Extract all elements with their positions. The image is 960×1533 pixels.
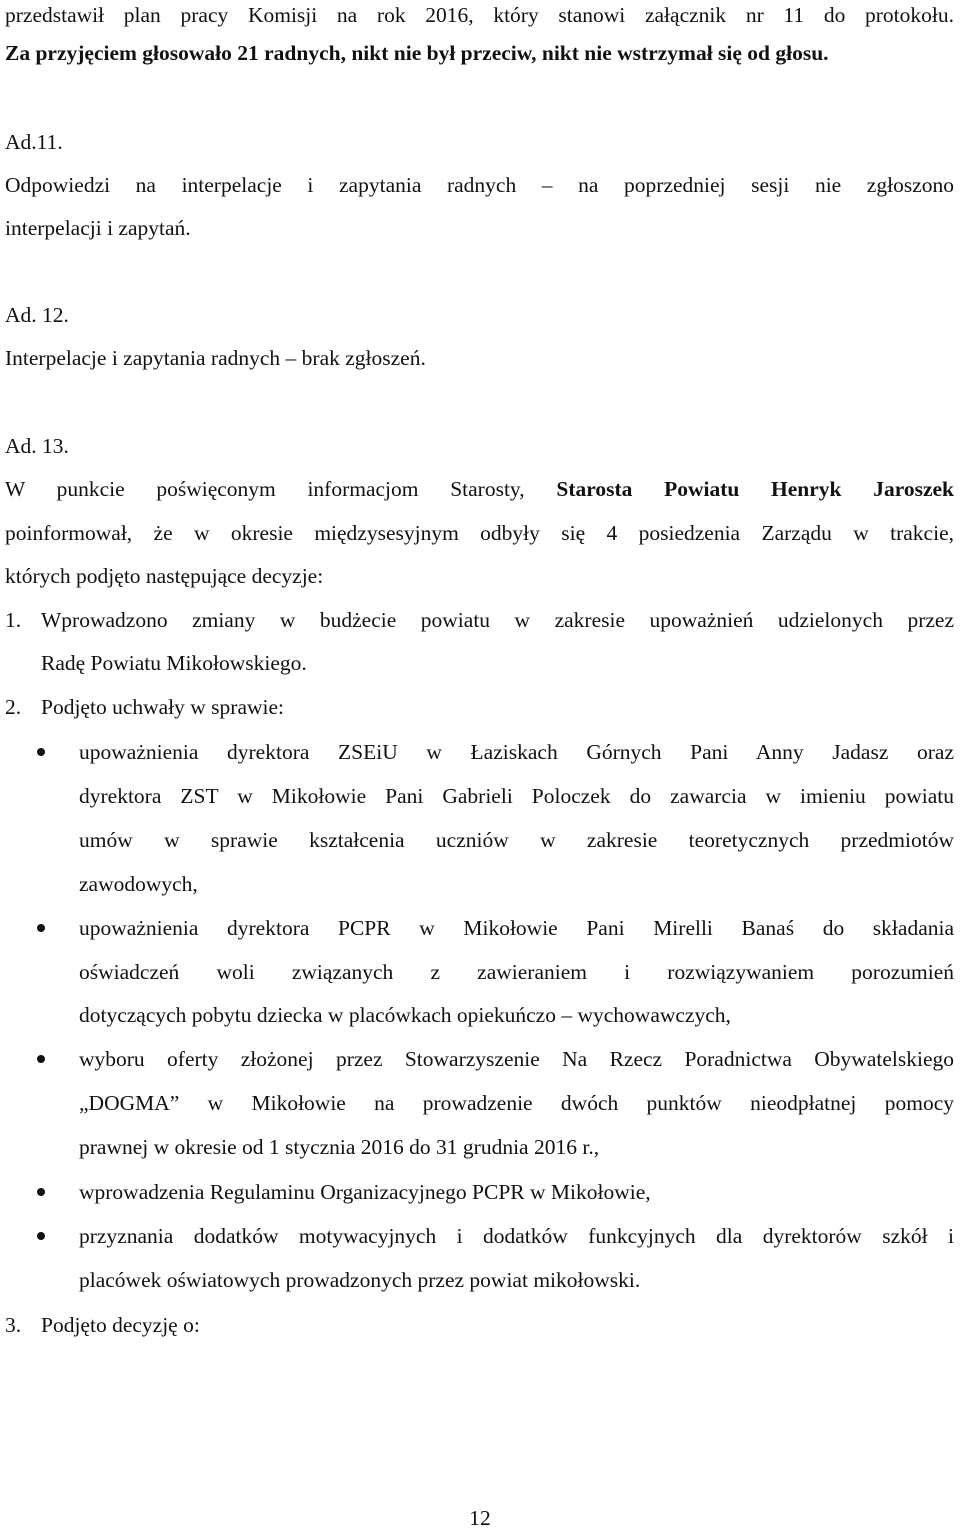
ad-13-intro-text: W punkcie poświęconym informacjom Starosty, — [5, 477, 525, 501]
bullet-3-line-2: „DOGMA” w Mikołowie na prowadzenie dwóch punktów nieodpłatnej pomocy — [79, 1091, 954, 1115]
ad-13-line-1 — [5, 474, 954, 504]
bullet-1-line-1: upoważnienia dyrektora ZSEiU w Łaziskach Górnych Pani Anny Jadasz oraz — [79, 740, 954, 764]
section-heading-ad-11: Ad.11. — [5, 130, 63, 154]
bullet-3-line-3: prawnej w okresie od 1 stycznia 2016 do 31 grudnia 2016 r., — [79, 1135, 600, 1159]
bullet-1-line-4: zawodowych, — [79, 872, 198, 896]
bullet-icon — [37, 748, 45, 756]
ad-11-line-2: interpelacji i zapytań. — [5, 216, 191, 240]
section-heading-ad-13: Ad. 13. — [5, 434, 69, 458]
item-1-line-1: Wprowadzono zmiany w budżecie powiatu w zakresie upoważnień udzielonych przez — [41, 608, 954, 632]
bullet-1-line-3: umów w sprawie kształcenia uczniów w zakresie teoretycznych przedmiotów — [79, 828, 954, 852]
bullet-5-line-2: placówek oświatowych prowadzonych przez powiat mikołowski. — [79, 1268, 641, 1292]
starosta-name: Starosta Powiatu Henryk Jaroszek — [556, 477, 955, 501]
ad-12-line-1: Interpelacje i zapytania radnych – brak zgłoszeń. — [5, 346, 426, 370]
item-2-number: 2. — [5, 695, 22, 719]
ad-11-line-1: Odpowiedzi na interpelacje i zapytania radnych – na poprzedniej sesji nie zgłoszono — [5, 173, 954, 197]
bullet-1-line-2: dyrektora ZST w Mikołowie Pani Gabrieli Poloczek do zawarcia w imieniu powiatu — [79, 784, 954, 808]
bullet-icon — [37, 1232, 45, 1240]
intro-line-1: przedstawił plan pracy Komisji na rok 2016, który stanowi załącznik nr 11 do protokołu. — [5, 3, 954, 27]
item-2-text: Podjęto uchwały w sprawie: — [41, 695, 285, 719]
bullet-3-line-1: wyboru oferty złożonej przez Stowarzyszenie Na Rzecz Poradnictwa Obywatelskiego — [79, 1047, 954, 1071]
ad-13-line-2: poinformował, że w okresie międzysesyjnym odbyły się 4 posiedzenia Zarządu w trakcie, — [5, 521, 954, 545]
bullet-icon — [37, 1055, 45, 1063]
page-number: 12 — [469, 1506, 491, 1530]
item-1-line-2: Radę Powiatu Mikołowskiego. — [41, 651, 307, 675]
bullet-4-line-1: wprowadzenia Regulaminu Organizacyjnego PCPR w Mikołowie, — [79, 1180, 651, 1204]
item-3-text: Podjęto decyzję o: — [41, 1313, 200, 1337]
bullet-2-line-3: dotyczących pobytu dziecka w placówkach opiekuńczo – wychowawczych, — [79, 1003, 731, 1027]
item-1-number: 1. — [5, 608, 22, 632]
section-heading-ad-12: Ad. 12. — [5, 303, 69, 327]
bullet-icon — [37, 924, 45, 932]
vote-result-line: Za przyjęciem głosowało 21 radnych, nikt nie był przeciw, nikt nie wstrzymał się od głosu. — [5, 41, 829, 65]
bullet-2-line-1: upoważnienia dyrektora PCPR w Mikołowie Pani Mirelli Banaś do składania — [79, 916, 954, 940]
bullet-5-line-1: przyznania dodatków motywacyjnych i dodatków funkcyjnych dla dyrektorów szkół i — [79, 1224, 954, 1248]
item-3-number: 3. — [5, 1313, 22, 1337]
bullet-2-line-2: oświadczeń woli związanych z zawieraniem i rozwiązywaniem porozumień — [79, 960, 954, 984]
ad-13-line-3: których podjęto następujące decyzje: — [5, 564, 324, 588]
bullet-icon — [37, 1188, 45, 1196]
